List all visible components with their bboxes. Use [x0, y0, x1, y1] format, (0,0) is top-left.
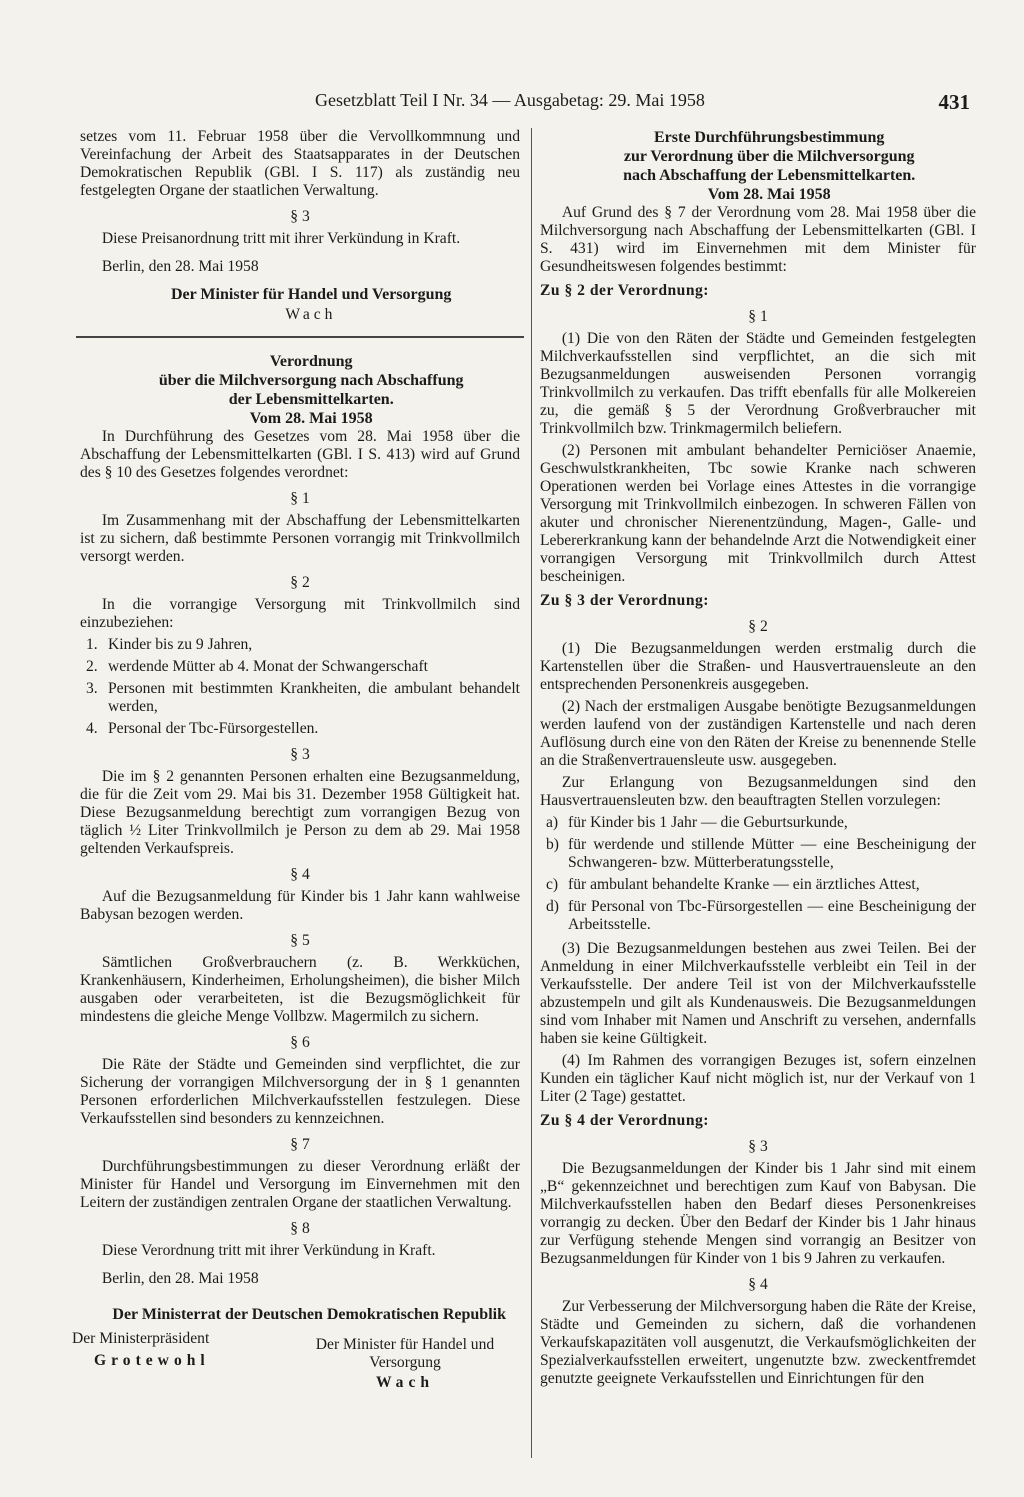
section-text: Diese Verordnung tritt mit ihrer Verkündung in Kraft. — [101, 1242, 436, 1259]
section-text: Zur Erlangung von Bezugsanmeldungen sind den Hausvertrauensleuten bzw. den beauftragten Stellen vorzulegen: — [540, 774, 976, 809]
eligible-list — [80, 636, 520, 738]
section-text: Zur Verbesserung der Milchversorgung haben die Räte der Kreise, Städte und Gemeinden zu sichern, daß die vorhandenen Verkaufskapazitäten voll ausgenutzt, die Verkaufsmöglichkeiten der Spezialverkaufsstellen erweitert, ungenutzte bzw. zweckentfremdet genutzte geeignete Verkaufsstellen und Einrichtungen für den — [540, 1298, 976, 1387]
documents-list — [540, 814, 976, 934]
section-text: (1) Die von den Räten der Städte und Gemeinden festgelegten Milchverkaufsstellen sind verpflichtet, an die sich mit Bezugsanmeldungen ausweisenden Personen vorrangig Trinkvollmilch zu verkaufen. Das trifft ebenfalls für alle Molkereien zu, die gemäß § 5 der Verordnung Großverbraucher mit Trinkvollmilch bzw. Trinkmagermilch beliefern. — [540, 330, 976, 437]
page-header — [90, 86, 970, 116]
title-line: Verordnung — [269, 353, 353, 370]
signature-right — [305, 1336, 505, 1392]
section-divider — [76, 336, 524, 338]
list-item — [540, 876, 976, 894]
title-date: Vom 28. Mai 1958 — [249, 410, 373, 427]
section-heading: § 1 — [748, 308, 768, 325]
place-date: Berlin, den 28. Mai 1958 — [101, 258, 259, 275]
signer-name: Wach — [285, 306, 337, 323]
list-text: für werdende und stillende Mütter — eine Bescheinigung der Schwangeren- bzw. Mütterberatungsstelle, — [568, 836, 976, 871]
section-text: Diese Preisanordnung tritt mit ihrer Verkündung in Kraft. — [101, 230, 461, 247]
list-letter: a) — [546, 814, 559, 831]
header-title: Gesetzblatt Teil I Nr. 34 — Ausgabetag: 29. Mai 1958 — [315, 90, 705, 110]
section-text: Die im § 2 genannten Personen erhalten eine Bezugsanmeldung, die für die Zeit vom 29. Mai bis 31. Dezember 1958 Gültigkeit hat. Diese Bezugsanmeldung berechtigt zum vorrangigen Bezug von täglich ½ Liter Trinkvollmilch je Person zu dem ab 29. Mai 1958 geltenden Verkaufspreis. — [80, 768, 520, 857]
title-line: zur Verordnung über die Milchversorgung — [623, 148, 915, 165]
list-number: 1. — [86, 636, 98, 653]
list-letter: d) — [546, 898, 559, 915]
section-heading: § 2 — [290, 574, 310, 591]
signer-title: Der Minister für Handel und Versorgung — [170, 286, 452, 303]
section-text: Auf die Bezugsanmeldung für Kinder bis 1 Jahr kann wahlweise Babysan bezogen werden. — [80, 888, 520, 923]
section-text: (4) Im Rahmen des vorrangigen Bezuges ist, sofern einzelnen Kunden ein täglicher Kauf nicht möglich ist, nur der Verkauf von 1 Liter (2 Tage) gestattet. — [540, 1052, 976, 1105]
list-number: 3. — [86, 680, 98, 697]
section-heading: § 1 — [290, 490, 310, 507]
preamble: In Durchführung des Gesetzes vom 28. Mai 1958 über die Abschaffung der Lebensmittelkarten (GBl. I S. 413) wird auf Grund des § 10 des Gesetzes folgendes verordnet: — [80, 428, 520, 481]
column-divider — [531, 128, 532, 1458]
section-heading: § 3 — [290, 746, 310, 763]
list-text: für Personal von Tbc-Fürsorgestellen — eine Bescheinigung der Arbeitsstelle. — [568, 898, 976, 933]
list-text: für Kinder bis 1 Jahr — die Geburtsurkunde, — [568, 814, 848, 831]
page-number: 431 — [938, 90, 970, 114]
section-text: Durchführungsbestimmungen zu dieser Verordnung erläßt der Minister für Handel und Versorgung im Einvernehmen mit den Leitern der zuständigen zentralen Organe der staatlichen Verwaltung. — [80, 1158, 520, 1211]
list-text: Kinder bis zu 9 Jahren, — [108, 636, 253, 653]
signature-left — [72, 1330, 282, 1370]
regulation-title — [540, 128, 976, 204]
section-text: In die vorrangige Versorgung mit Trinkvollmilch sind einzubeziehen: — [80, 596, 520, 631]
right-column — [540, 128, 976, 1392]
section-heading: § 3 — [748, 1138, 768, 1155]
preamble: Auf Grund des § 7 der Verordnung vom 28. Mai 1958 über die Milchversorgung nach Abschaffung der Lebensmittelkarten (GBl. I S. 431) wird im Einvernehmen mit dem Minister für Gesundheitswesen folgendes bestimmt: — [540, 204, 976, 275]
section-text: (3) Die Bezugsanmeldungen bestehen aus zwei Teilen. Bei der Anmeldung in einer Milchverkaufsstelle verbleibt ein Teil in der Verkaufsstelle. Der andere Teil ist von der Milchverkaufsstelle abzustempeln und gilt als Kundenausweis. Die Bezugsanmeldungen sind vom Inhaber mit Namen und Anschrift zu versehen, andernfalls haben sie keine Gültigkeit. — [540, 940, 976, 1047]
title-line: Erste Durchführungsbestimmung — [653, 129, 885, 146]
list-letter: c) — [546, 876, 559, 893]
section-text: Sämtlichen Großverbrauchern (z. B. Werkküchen, Krankenhäusern, Kinderheimen, Erholungsheimen), die bisher Milch ausgaben oder verarbeiteten, ist die Bezugsmöglichkeit für mindestens die gleiche Menge Vollbzw. Magermilch zu sichern. — [80, 954, 520, 1025]
list-number: 2. — [86, 658, 98, 675]
title-line: nach Abschaffung der Lebensmittelkarten. — [623, 167, 916, 184]
section-text: (2) Personen mit ambulant behandelter Perniciöser Anaemie, Geschwulstkrankheiten, Tbc sowie Kranke nach schweren Operationen werden bei Vorlage eines Attestes in die vorrangige Versorgung mit Trinkvollmilch einbezogen. In schweren Fällen von akuter und chronischer Nierenentzündung, Magen-, Galle- und Lebererkrankung kann der behandelnde Arzt die Notwendigkeit einer vorrangigen Versorgung mit Trinkvollmilch durch Attest bescheinigen. — [540, 442, 976, 585]
list-text: werdende Mütter ab 4. Monat der Schwangerschaft — [108, 658, 428, 675]
section-text: Die Räte der Städte und Gemeinden sind verpflichtet, die zur Sicherung der vorrangigen Milchversorgung der in § 1 genannten Personen erforderlichen Milchverkaufsstellen festzulegen. Diese Verkaufsstellen sind besonders zu kennzeichnen. — [80, 1056, 520, 1127]
section-heading: § 7 — [290, 1136, 310, 1153]
section-text: (1) Die Bezugsanmeldungen werden erstmalig durch die Kartenstellen über die Straßen- und Hausvertrauensleute an den entsprechenden Personenkreis ausgegeben. — [540, 640, 976, 693]
decree-title — [80, 352, 520, 428]
intro-text: setzes vom 11. Februar 1958 über die Vervollkommnung und Vereinfachung der Arbeit des Staatsapparates in der Deutschen Demokratischen Republik (GBl. I S. 117) als zuständig neu festgelegten Organe der staatlichen Verwaltung. — [80, 128, 520, 199]
title-date: Vom 28. Mai 1958 — [707, 186, 831, 203]
section-text: Die Bezugsanmeldungen der Kinder bis 1 Jahr sind mit einem „B“ gekennzeichnet und berechtigen zum Kauf von Babysan. Die Milchverkaufsstellen haben den Bedarf dieses Personenkreises vorrangig zu decken. Über den Bedarf der Kinder bis 1 Jahr hinaus zur Verfügung stehende Mengen sind vorrangig an Besitzer von Bezugsanmeldungen für Kinder von 1 bis 9 Jahren zu verkaufen. — [540, 1160, 976, 1267]
signer-role: Der Minister für Handel und Versorgung — [315, 1336, 495, 1371]
list-item — [80, 658, 520, 676]
list-letter: b) — [546, 836, 559, 853]
section-heading: § 5 — [290, 932, 310, 949]
list-item — [540, 836, 976, 872]
list-item — [540, 898, 976, 934]
list-text: für ambulant behandelte Kranke — ein ärztliches Attest, — [568, 876, 920, 893]
list-item — [540, 814, 976, 832]
signer-name: Wach — [375, 1374, 435, 1391]
reference-heading: Zu § 2 der Verordnung: — [540, 282, 710, 299]
section-heading: § 6 — [290, 1034, 310, 1051]
place-date: Berlin, den 28. Mai 1958 — [101, 1270, 259, 1287]
signer-role: Der Ministerpräsident — [72, 1330, 210, 1347]
section-heading: § 3 — [290, 208, 310, 225]
council-title: Der Ministerrat der Deutschen Demokratischen Republik — [112, 1306, 506, 1323]
section-text: (2) Nach der erstmaligen Ausgabe benötigte Bezugsanmeldungen werden laufend von der zuständigen Kartenstelle und nach deren Auflösung durch eine von den Räten der Kreise zu benennende Stelle an die Straßenvertrauensleute usw. ausgegeben. — [540, 698, 976, 769]
section-heading: § 4 — [290, 866, 310, 883]
list-item — [80, 720, 520, 738]
section-text: Im Zusammenhang mit der Abschaffung der Lebensmittelkarten ist zu sichern, daß bestimmte Personen vorrangig mit Trinkvollmilch versorgt werden. — [80, 512, 520, 565]
left-column — [72, 128, 520, 1400]
list-text: Personal der Tbc-Fürsorgestellen. — [108, 720, 319, 737]
signature-block — [72, 1330, 520, 1400]
reference-heading: Zu § 3 der Verordnung: — [540, 592, 710, 609]
section-heading: § 4 — [748, 1276, 768, 1293]
section-heading: § 8 — [290, 1220, 310, 1237]
list-text: Personen mit bestimmten Krankheiten, die ambulant behandelt werden, — [108, 680, 520, 715]
list-item — [80, 680, 520, 716]
list-item — [80, 636, 520, 654]
section-heading: § 2 — [748, 618, 768, 635]
title-line: der Lebensmittelkarten. — [228, 391, 394, 408]
title-line: über die Milchversorgung nach Abschaffung — [158, 372, 464, 389]
reference-heading: Zu § 4 der Verordnung: — [540, 1112, 710, 1129]
signer-name: Grotewohl — [94, 1352, 210, 1369]
list-number: 4. — [86, 720, 98, 737]
